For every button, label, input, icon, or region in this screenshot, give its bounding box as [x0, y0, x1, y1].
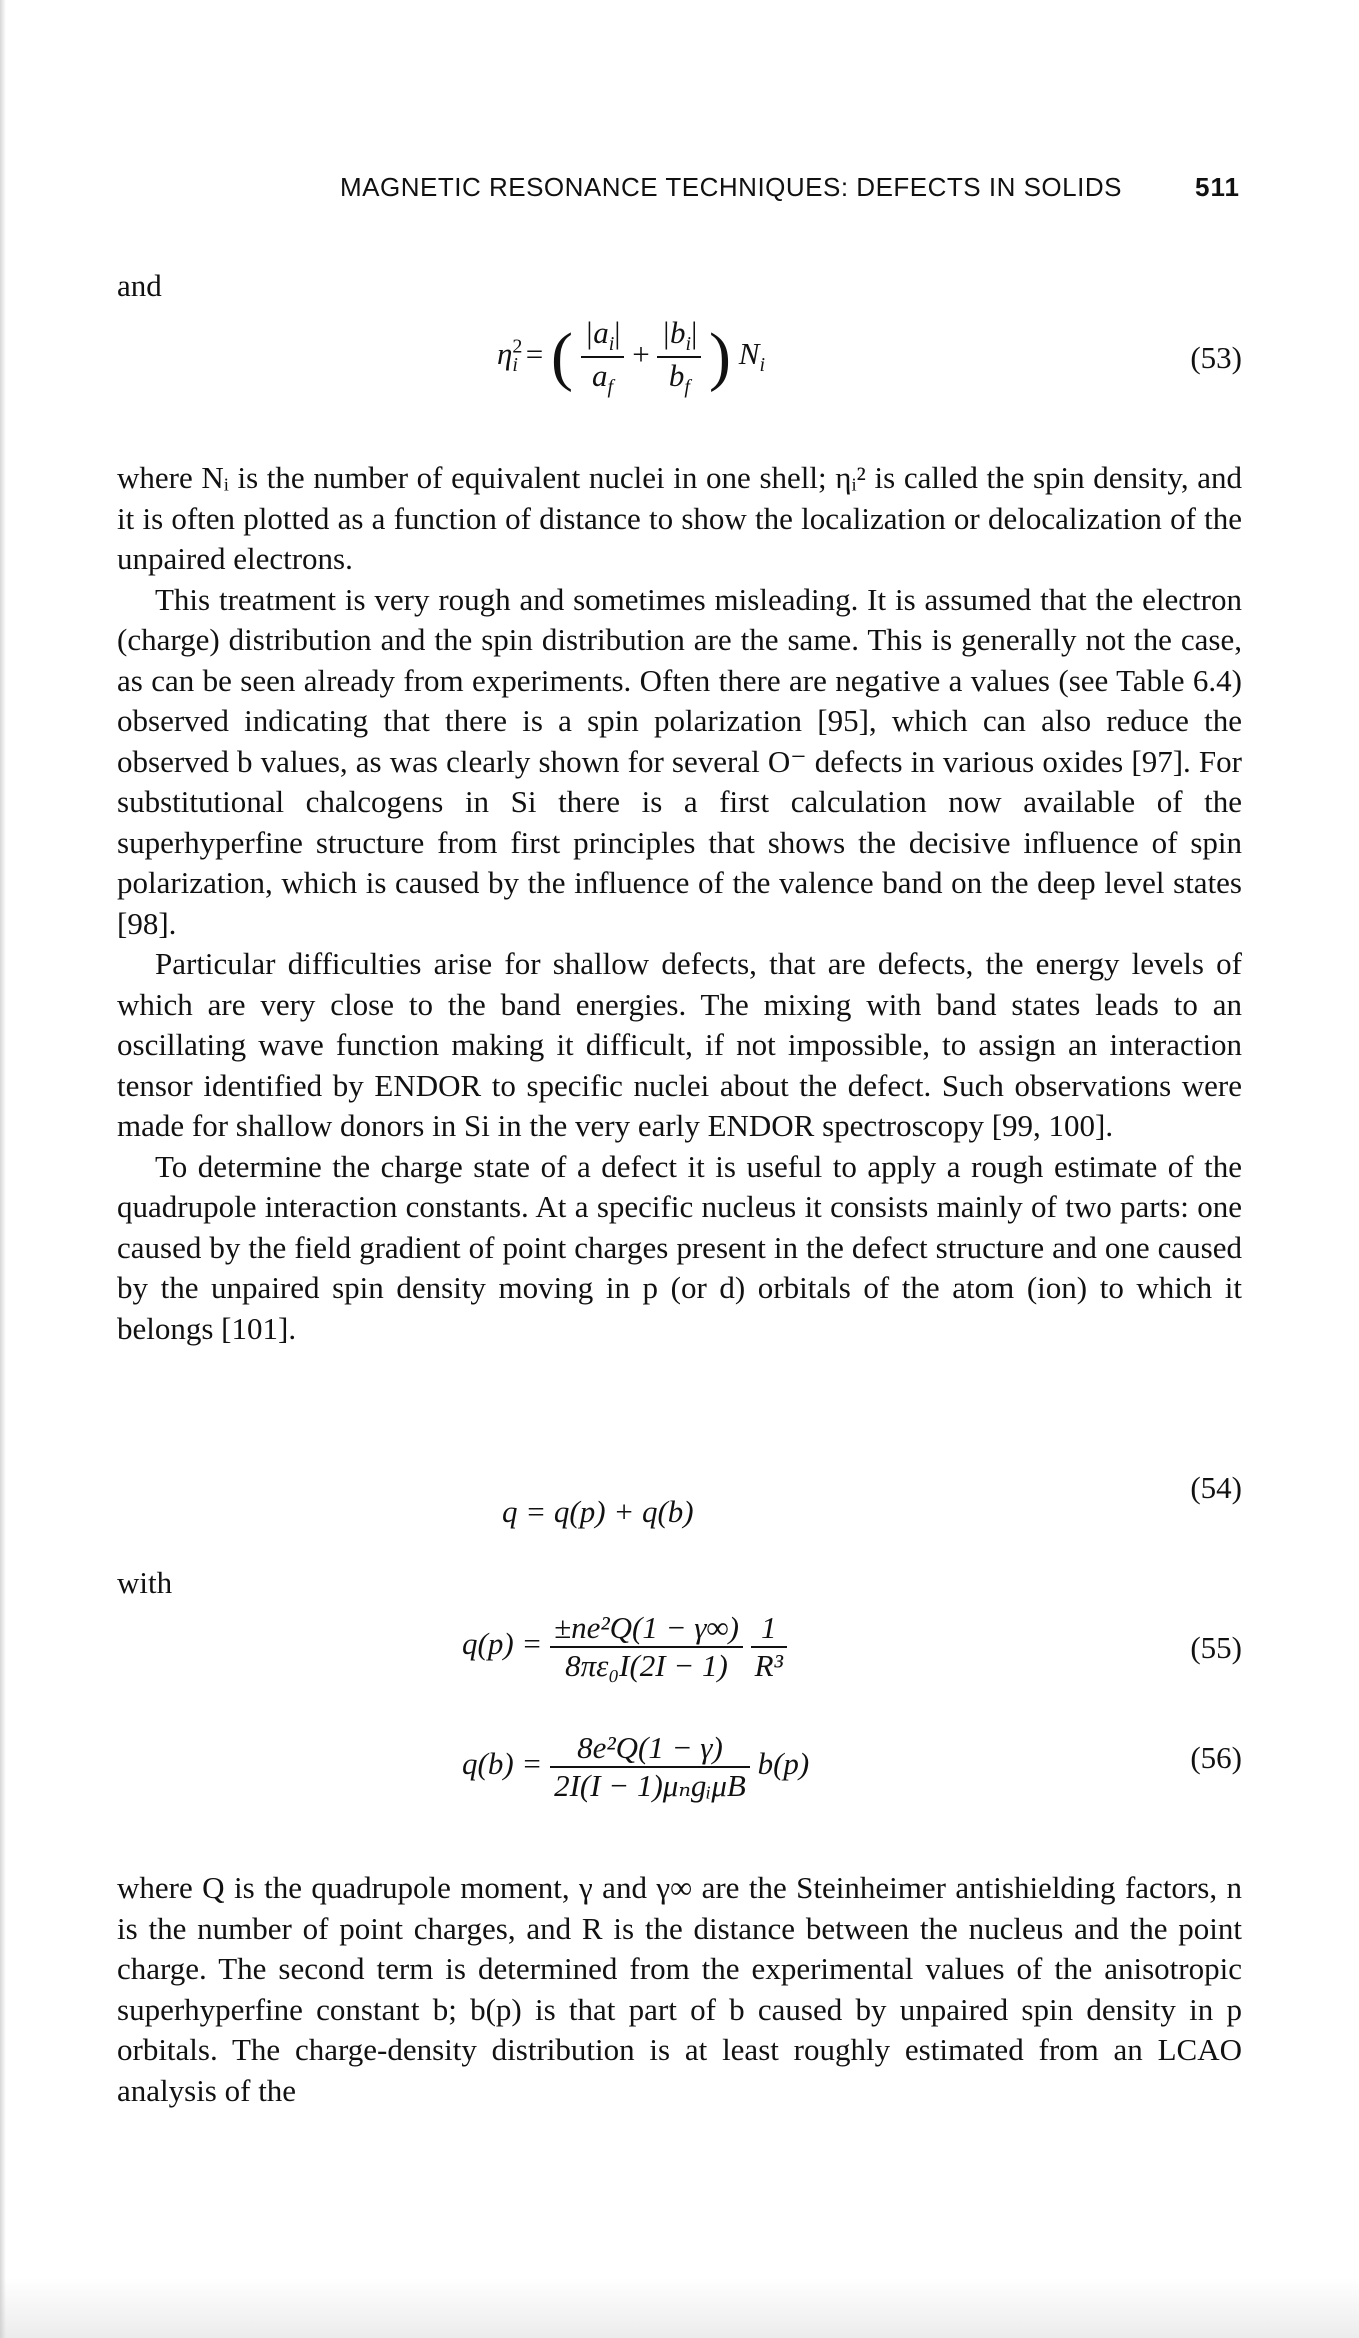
equation-56-body	[462, 1730, 809, 1803]
paragraph-5: where Q is the quadrupole moment, γ and γ∞ are the Steinheimer antishielding factors, n is the number of point charges, and R is the distance between the nucleus and the point charge. The second term is determined from the experimental values of the anisotropic superhyperfine constant b; b(p) is that part of b caused by unpaired spin density in p orbitals. The charge-density distribution is at least roughly estimated from an LCAO analysis of the	[117, 1870, 1242, 2108]
paragraph-1: where Nᵢ is the number of equivalent nuclei in one shell; ηᵢ² is called the spin density, and it is often plotted as a function of distance to show the localization or delocalization of the unpaired electrons.	[117, 460, 1242, 576]
equation-56	[117, 1730, 1242, 1803]
eq53-rhs: $N_i$	[738, 336, 766, 377]
running-header	[340, 172, 1240, 203]
paragraph-3: Particular difficulties arise for shallow defects, that are defects, the energy levels of which are very close to the band energies. The mixing with band states leads to an oscillating wave function making it difficult, if not impossible, to assign an interaction tensor identified by ENDOR to specific nuclei about the defect. Such observations were made for shallow donors in Si in the very early ENDOR spectroscopy [99, 100].	[117, 946, 1242, 1143]
equation-54	[117, 1470, 1242, 1529]
equation-56-number: (56)	[1190, 1740, 1242, 1775]
equation-53	[117, 315, 1242, 399]
eq55-fraction-r: $\frac{1}{\text{R³}}$	[751, 1610, 787, 1683]
equation-54-body: q = q(p) + q(b)	[502, 1494, 694, 1529]
eq53-fraction-a: $\frac{|a_i|}{a_f}$	[581, 315, 625, 399]
eq56-fraction: $\frac{\text{8e²Q(1 − γ)}}{\text{2I(I − 1)μₙgᵢμB}}$	[550, 1730, 750, 1803]
eq53-lhs: $\eta^2_i$	[497, 335, 523, 377]
equation-55-body	[462, 1610, 787, 1683]
eq53-fraction-b: $\frac{|b_i|}{b_f}$	[657, 315, 701, 399]
eq55-fraction-main: $\frac{\text{±ne²Q(1 − γ∞)}}{\text{8πε₀I(2I − 1)}}$	[550, 1610, 743, 1683]
paragraph-4: To determine the charge state of a defect it is useful to apply a rough estimate of the quadrupole interaction constants. At a specific nucleus it consists mainly of two parts: one caused by the field gradient of point charges present in the defect structure and one caused by the unpaired spin density moving in p (or d) orbitals of the atom (ion) to which it belongs [101].	[117, 1148, 1242, 1346]
equation-53-number: (53)	[1190, 340, 1242, 375]
equation-53-body: $\eta^2_i$ = ( $\frac{|a_i|}{a_f}$ + $\frac{|b_i|}{b_f}$ ) $N_i$	[497, 315, 766, 399]
eq56-rhs: b(p)	[757, 1745, 810, 1781]
equation-55	[117, 1610, 1242, 1683]
with-word: with	[117, 1565, 173, 1600]
intro-word: and	[117, 268, 162, 303]
eq56-lhs: q(b) =	[462, 1745, 543, 1781]
paragraph-2: This treatment is very rough and sometimes misleading. It is assumed that the electron (charge) distribution and the spin distribution are the same. This is generally not the case, as can be seen already from experiments. Often there are negative a values (see Table 6.4) observed indicating that there is a spin polarization [95], which can also reduce the observed b values, as was clearly shown for several O⁻ defects in various oxides [97]. For substitutional chalcogens in Si there is a first calculation now available of the superhyperfine structure from first principles that shows the decisive influence of spin polarization, which is caused by the influence of the valence band on the deep level states [98].	[117, 581, 1242, 941]
equation-54-number: (54)	[1190, 1470, 1242, 1505]
running-title: MAGNETIC RESONANCE TECHNIQUES: DEFECTS IN SOLIDS	[340, 172, 1122, 202]
scan-shadow-left	[0, 0, 6, 2338]
equation-55-number: (55)	[1190, 1630, 1242, 1665]
body-text-lower	[117, 1868, 1242, 2111]
eq55-lhs: q(p) =	[462, 1625, 543, 1661]
body-text-upper	[117, 458, 1242, 1349]
page-number: 511	[1195, 172, 1240, 202]
scan-shadow-bottom	[0, 2278, 1359, 2338]
